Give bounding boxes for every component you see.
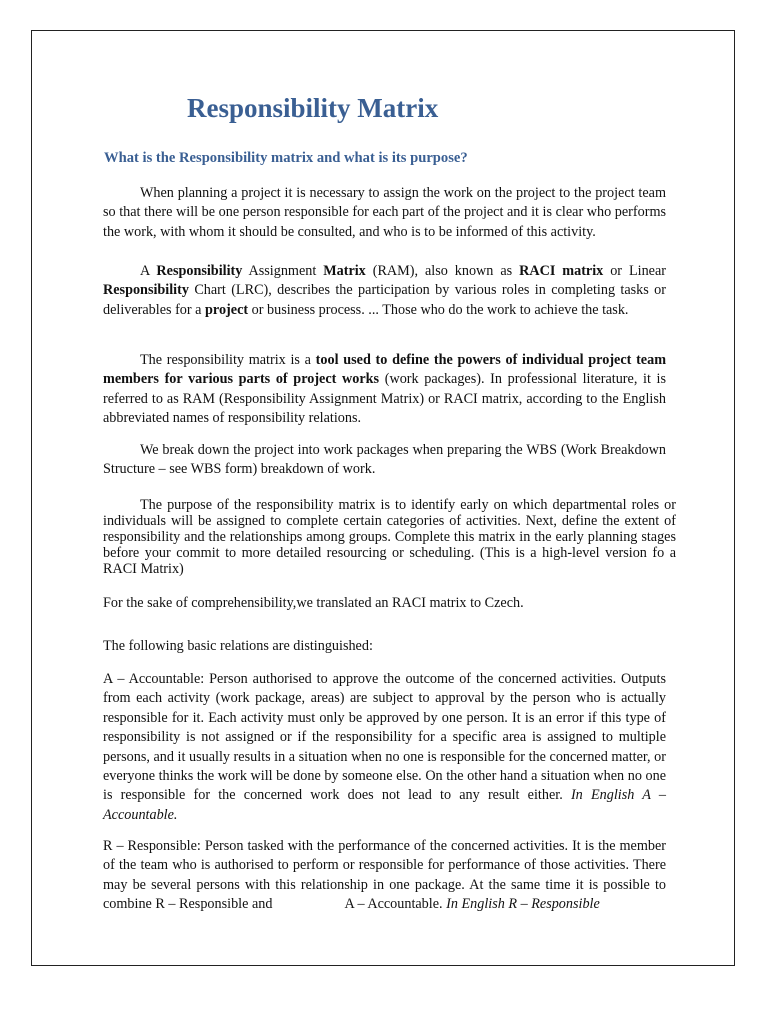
paragraph-relations-intro: The following basic relations are distinguished: (103, 638, 373, 654)
paragraph-responsible: R – Responsible: Person tasked with the performance of the concerned activities. It is the member of the team who is authorised to perform or responsible for performance of those activities. There may be several persons with this relationship in one package. At the same time it is possible to combine R – Responsible and A – Accountable. In English R – Responsible (103, 838, 666, 913)
paragraph-purpose: The purpose of the responsibility matrix is to identify early on which departmental roles or individuals will be assigned to complete certain categories of activities. Next, define the extent of responsibility and the relationships among groups. Complete this matrix in the early planning stages before your commit to more detailed resourcing or scheduling. (This is a high-level version fo a RACI Matrix) (103, 497, 676, 577)
paragraph-matrix-tool: The responsibility matrix is a tool used to define the powers of individual project team members for various parts of project works (work packages). In professional literature, it is referred to as RAM (Responsibility Assignment Matrix) or RACI matrix, according to the English abbreviated names of responsibility relations. (103, 352, 667, 427)
section-subtitle: What is the Responsibility matrix and what is its purpose? (104, 150, 468, 166)
paragraph-translation-note: For the sake of comprehensibility,we translated an RACI matrix to Czech. (103, 595, 524, 611)
paragraph-accountable: A – Accountable: Person authorised to approve the outcome of the concerned activities. Outputs from each activity (work package, areas) are subject to approval by the person who is actually responsible for it. Each activity must only be approved by one person. It is an error if this type of responsibility is not assigned or if the responsibility for a specific area is assigned to multiple persons, and it usually results in a situation when no one is responsible for the concerned matter, or everyone thinks the work will be done by someone else. On the other hand a situation when no one is responsible for the concerned work does not lead to any result either. In English A – Accountable. (103, 671, 666, 823)
page-title: Responsibility Matrix (187, 93, 439, 123)
paragraph-wbs: We break down the project into work packages when preparing the WBS (Work Breakdown Structure – see WBS form) breakdown of work. (103, 442, 666, 478)
paragraph-ram-definition: A Responsibility Assignment Matrix (RAM), also known as RACI matrix or Linear Responsibility Chart (LRC), describes the participation by various roles in completing tasks or deliverables for a project or business process. ... Those who do the work to achieve the task. (103, 263, 666, 318)
paragraph-intro: When planning a project it is necessary to assign the work on the project to the project team so that there will be one person responsible for each part of the project and it is clear who performs the work, with whom it should be consulted, and who is to be informed of this activity. (103, 185, 666, 240)
